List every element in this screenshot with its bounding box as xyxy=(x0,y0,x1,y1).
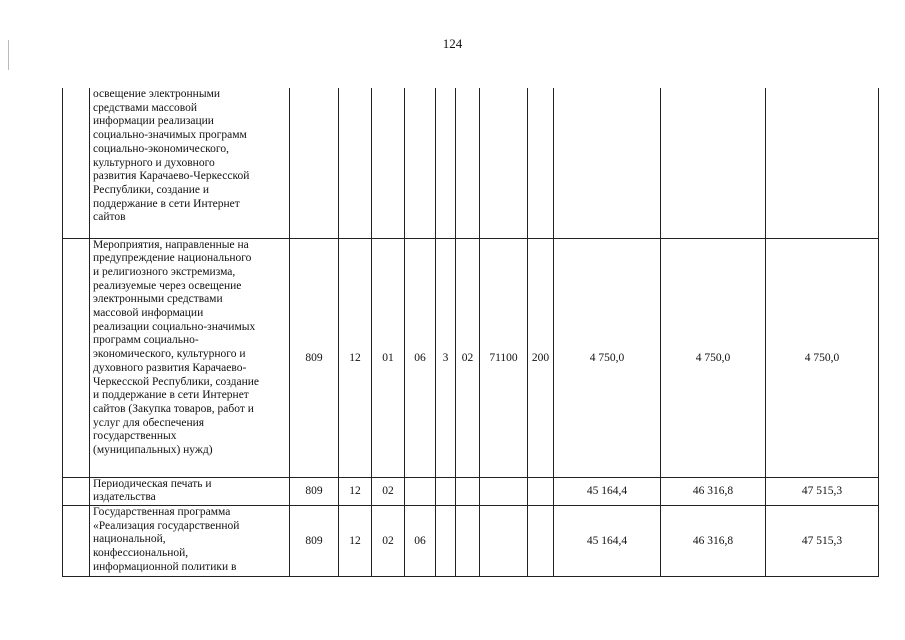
row-name-line: программ социально- xyxy=(93,334,199,347)
sum-year3-cell xyxy=(766,88,879,238)
row-name-line: электронными средствами xyxy=(93,293,223,306)
row-name-line: конфессиональной, xyxy=(93,547,189,560)
budget-table xyxy=(62,88,879,577)
sum-year3-cell: 47 515,3 xyxy=(766,505,879,576)
table-row xyxy=(63,88,879,238)
sum-year3-cell: 47 515,3 xyxy=(766,477,879,505)
table-row xyxy=(63,477,879,505)
sum-year2-cell: 4 750,0 xyxy=(661,238,766,477)
expense-type-cell xyxy=(528,477,554,505)
row-name-line: поддержание в сети Интернет xyxy=(93,197,240,210)
row-name-line: и религиозного экстремизма, xyxy=(93,265,236,278)
section-cell xyxy=(339,88,372,238)
row-number-cell xyxy=(63,505,90,576)
program-cell xyxy=(405,477,436,505)
section-cell: 12 xyxy=(339,477,372,505)
subprogram-cell xyxy=(436,505,456,576)
row-name-line: социально-значимых программ xyxy=(93,129,247,142)
row-name-line: реализуемые через освещение xyxy=(93,279,242,292)
table-row xyxy=(63,505,879,576)
row-name-line: экономического, культурного и xyxy=(93,348,246,361)
ministry-code-cell: 809 xyxy=(290,477,339,505)
main-event-cell xyxy=(456,88,480,238)
row-name-line: массовой информации xyxy=(93,307,204,320)
main-event-cell xyxy=(456,477,480,505)
subprogram-cell: 3 xyxy=(436,238,456,477)
row-name-cell xyxy=(90,88,290,238)
row-name-line: Периодическая печать и xyxy=(93,477,212,490)
row-name-cell xyxy=(90,238,290,477)
row-name-line: услуг для обеспечения xyxy=(93,416,205,429)
row-name-line: издательства xyxy=(93,491,156,504)
section-cell: 12 xyxy=(339,505,372,576)
row-name-line: национальной, xyxy=(93,533,166,546)
row-name-line: предупреждение национального xyxy=(93,252,252,265)
ministry-code-cell xyxy=(290,88,339,238)
program-cell: 06 xyxy=(405,505,436,576)
direction-cell xyxy=(480,505,528,576)
row-name-line: «Реализация государственной xyxy=(93,519,240,532)
row-name-line: (муниципальных) нужд) xyxy=(93,444,213,457)
row-name-line: культурного и духовного xyxy=(93,156,215,169)
subsection-cell xyxy=(372,88,405,238)
subsection-cell: 02 xyxy=(372,477,405,505)
subsection-cell: 01 xyxy=(372,238,405,477)
row-name-cell xyxy=(90,505,290,576)
sum-year1-cell: 45 164,4 xyxy=(554,477,661,505)
sum-year1-cell xyxy=(554,88,661,238)
section-cell: 12 xyxy=(339,238,372,477)
subsection-cell: 02 xyxy=(372,505,405,576)
program-cell: 06 xyxy=(405,238,436,477)
ministry-code-cell: 809 xyxy=(290,505,339,576)
row-name-line: социально-экономического, xyxy=(93,142,229,155)
row-name-line: реализации социально-значимых xyxy=(93,320,256,333)
row-name-line: сайтов (Закупка товаров, работ и xyxy=(93,402,254,415)
row-name-line: Государственная программа xyxy=(93,505,231,518)
main-event-cell xyxy=(456,505,480,576)
subprogram-cell xyxy=(436,88,456,238)
row-name-line: духовного развития Карачаево- xyxy=(93,361,247,374)
row-name-line: информационной политики в xyxy=(93,560,237,573)
expense-type-cell xyxy=(528,505,554,576)
subprogram-cell xyxy=(436,477,456,505)
direction-cell xyxy=(480,88,528,238)
ministry-code-cell: 809 xyxy=(290,238,339,477)
row-number-cell xyxy=(63,88,90,238)
sum-year2-cell: 46 316,8 xyxy=(661,505,766,576)
expense-type-cell xyxy=(528,88,554,238)
sum-year2-cell xyxy=(661,88,766,238)
sum-year3-cell: 4 750,0 xyxy=(766,238,879,477)
direction-cell: 71100 xyxy=(480,238,528,477)
row-number-cell xyxy=(63,238,90,477)
sum-year1-cell: 45 164,4 xyxy=(554,505,661,576)
row-name-line: Республики, создание и xyxy=(93,183,210,196)
sum-year2-cell: 46 316,8 xyxy=(661,477,766,505)
row-name-line: средствами массовой xyxy=(93,101,197,114)
row-name-line: сайтов xyxy=(93,211,126,224)
table-row xyxy=(63,238,879,477)
row-name-cell xyxy=(90,477,290,505)
main-event-cell: 02 xyxy=(456,238,480,477)
row-name-line: и поддержание в сети Интернет xyxy=(93,389,249,402)
page-number: 124 xyxy=(442,36,463,51)
sum-year1-cell: 4 750,0 xyxy=(554,238,661,477)
row-name-line: развития Карачаево-Черкесской xyxy=(93,170,250,183)
expense-type-cell: 200 xyxy=(528,238,554,477)
row-name-line: государственных xyxy=(93,430,177,443)
row-name-line: информации реализации xyxy=(93,115,214,128)
row-name-line: Черкесской Республики, создание xyxy=(93,375,260,388)
direction-cell xyxy=(480,477,528,505)
row-name-line: Мероприятия, направленные на xyxy=(93,238,249,251)
program-cell xyxy=(405,88,436,238)
row-number-cell xyxy=(63,477,90,505)
row-name-line: освещение электронными xyxy=(93,88,220,100)
